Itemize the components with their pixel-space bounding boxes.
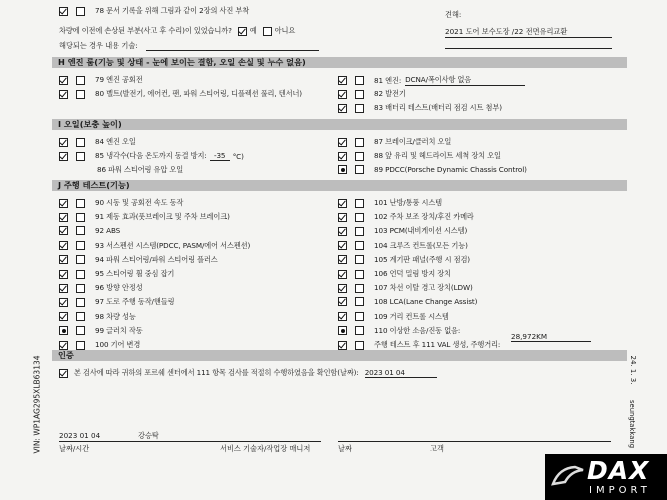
J_right-row [338,212,474,222]
item-83-row [338,103,502,113]
applicable-label: 해당되는 경우 내용 기술: [59,41,138,50]
J_left-label: 96 방향 안정성 [95,283,143,293]
checkbox-ok[interactable] [338,199,347,208]
auth-date: 2023 01 04 [365,368,437,378]
radio-ok-89[interactable] [338,165,347,174]
J_right-row [338,226,467,236]
checkbox-na[interactable] [355,199,364,208]
checkbox-na-89[interactable] [355,165,364,174]
J_left-row [59,297,174,307]
J_left-row [59,312,136,322]
checkbox-na-81[interactable] [355,76,364,85]
checkbox-na[interactable] [355,326,364,335]
checkbox-ok[interactable] [338,227,347,236]
checkbox-na-79[interactable] [76,76,85,85]
J_left-label: 94 파워 스티어링/파워 스티어링 플러스 [95,254,218,264]
radio-ok[interactable] [338,326,347,335]
checkbox-ok[interactable] [59,284,68,293]
section-j-header: J 주행 테스트(기능) [52,180,627,191]
checkbox-ok[interactable] [338,341,347,350]
vin-vertical: VIN: WP1AG295XLB63134 [32,355,42,454]
checkbox-ok[interactable] [338,312,347,321]
opinion-text: 2021 도어 보수도장 /22 전면유리교환 [445,27,612,38]
checkbox-na[interactable] [355,341,364,350]
J_left-label: 97 도로 주행 동작/핸들링 [95,297,175,307]
checkbox-na[interactable] [76,312,85,321]
checkbox-na[interactable] [355,255,364,264]
item-79-row [59,75,143,85]
item-84-row [59,137,136,147]
J_left-row [59,340,140,350]
logo-subtitle: IMPORT [589,485,651,496]
J_left-row [59,269,174,279]
checkbox-yes[interactable] [238,27,247,36]
item-85-unit: °C) [232,151,244,161]
checkbox-ok-79[interactable] [59,76,68,85]
damage-question: 차량에 이전에 손상된 부분(사고 후 수리)이 있었습니까? [59,26,232,35]
checkbox-ok[interactable] [338,297,347,306]
no-label: 아니요 [274,26,296,35]
checkbox-ok[interactable] [59,270,68,279]
J_right-row [338,297,477,306]
signature-line-left [59,441,321,442]
J_left-label: 93 서스펜션 시스템(PDCC, PASM/에어 서스펜션) [95,240,251,250]
item-88-row [338,151,501,161]
J_right-row [338,198,442,208]
checkbox-na[interactable] [355,284,364,293]
J_left-row [59,241,250,251]
yes-label: 예 [249,26,257,35]
item-86-label: 86 파워 스티어링 유압 오일 [97,165,184,174]
checkbox-ok[interactable] [338,241,347,250]
car-silhouette-icon [551,462,585,492]
checkbox-ok[interactable] [59,199,68,208]
item-85-label: 85 냉각수(다음 온도까지 동결 방지: [95,151,207,160]
checkbox-ok[interactable] [59,312,68,321]
J_right-row [338,255,470,265]
auth-header: 인증 [52,350,627,361]
J_right-row [338,241,468,251]
item-87-row [338,137,451,147]
checkbox-ok-82[interactable] [338,90,347,99]
item-80-label: 80 벨트(발전기, 에어컨, 팬, 파워 스티어링, 디플렉션 풀리, 텐서너) [95,89,302,98]
item-89-label: 89 PDCC(Porsche Dynamic Chassis Control) [374,165,527,174]
applicable-line [146,50,319,51]
checkbox-ok[interactable] [338,270,347,279]
item-85-value: -35 [210,151,230,161]
J_left-label: 92 ABS [95,226,121,236]
item-79-label: 79 엔진 공회전 [95,75,143,84]
item-84-label: 84 엔진 오일 [95,137,136,146]
checkbox-na[interactable] [355,270,364,279]
checkbox-na[interactable] [76,213,85,222]
caption-date-time: 날짜/시간 [59,444,90,453]
item-82-label: 82 발전기 [374,89,406,98]
J_left-row [59,226,120,235]
checkbox-na-88[interactable] [355,152,364,161]
item-81-row [338,75,525,86]
page-date-vertical: 24. 1. 3. [629,355,637,385]
caption-date: 날짜 [338,444,352,453]
J_left-label: 98 차량 성능 [95,311,136,321]
J_left-label: 95 스티어링 휠 중심 잡기 [95,269,175,278]
item-88-label: 88 앞 유리 및 헤드라이트 세척 장치 오일 [374,151,501,160]
J_right-label: 104 크루즈 컨트롤(모든 기능) [374,240,468,250]
logo-name: DAX [587,456,650,485]
checkbox-na[interactable] [355,241,364,250]
checkbox-ok-81[interactable] [338,76,347,85]
caption-advisor: 서비스 기술자/작업장 매니저 [220,444,311,453]
mileage-value: 28,972KM [511,332,591,342]
username-vertical: seungtakkang [628,399,636,449]
damage-question-row [59,26,295,36]
item-80-row [59,89,302,99]
checkbox-ok[interactable] [338,284,347,293]
checkbox-no[interactable] [263,27,272,36]
checkbox-ok-85[interactable] [59,152,68,161]
J_right-label: 105 계기판 패널(주행 시 점검) [374,254,470,264]
checkbox-na[interactable] [76,226,85,235]
J_left-label: 100 기어 변경 [95,340,141,349]
checkbox-na-85[interactable] [76,152,85,161]
J_right-row [338,326,460,336]
checkbox-na[interactable] [355,297,364,306]
checkbox-ok-78[interactable] [59,7,68,16]
J_right-label: 102 주차 보조 장치/후진 카메라 [374,212,474,222]
J_right-label: 108 LCA(Lane Change Assist) [374,297,478,307]
item-85-row [59,151,244,161]
radio-ok[interactable] [59,326,68,335]
item-78-row [59,6,249,16]
signature-line-right [338,441,611,442]
checkbox-na[interactable] [355,213,364,222]
checkbox-ok[interactable] [59,241,68,250]
checkbox-na[interactable] [76,270,85,279]
checkbox-ok[interactable] [59,255,68,264]
checkbox-na-83[interactable] [355,104,364,113]
auth-text: 본 검사에 따라 귀하의 포르쉐 센터에서 111 항목 검사를 적절히 수행하였음을 확인함(날짜): [74,368,359,377]
J_left-row [59,255,218,265]
checkbox-ok-83[interactable] [338,104,347,113]
checkbox-ok-88[interactable] [338,152,347,161]
checkbox-ok[interactable] [59,226,68,235]
checkbox-na-82[interactable] [355,90,364,99]
checkbox-ok[interactable] [338,213,347,222]
checkbox-na-78[interactable] [76,7,85,16]
checkbox-na-84[interactable] [76,138,85,147]
J_right-row [338,312,449,322]
J_right-row [338,269,451,279]
checkbox-na[interactable] [355,227,364,236]
checkbox-na[interactable] [76,284,85,293]
checkbox-na[interactable] [76,241,85,250]
item-87-label: 87 브레이크/클러치 오일 [374,137,452,146]
J_left-label: 91 제동 효과(풋브레이크 및 주차 브레이크) [95,212,230,222]
J_right-label: 106 언덕 밀림 방지 장치 [374,269,451,278]
signature-name: 강승탁 [138,431,159,440]
checkbox-na[interactable] [355,312,364,321]
J_left-label: 90 시동 및 공회전 속도 동작 [95,198,184,207]
checkbox-na[interactable] [76,341,85,350]
J_left-row [59,212,230,222]
J_right-label: 109 거리 컨트롤 시스템 [374,311,449,321]
J_left-row [59,283,143,293]
item-78-label: 78 문서 기록을 위해 그림과 같이 2장의 사진 부착 [95,6,250,15]
checkbox-na-87[interactable] [355,138,364,147]
checkbox-ok-84[interactable] [59,138,68,147]
signature-date: 2023 01 04 [59,431,101,440]
checkbox-ok-80[interactable] [59,90,68,99]
checkbox-na[interactable] [76,326,85,335]
checkbox-na[interactable] [76,298,85,307]
item-89-row [338,165,527,174]
checkbox-ok[interactable] [59,298,68,307]
section-h-header: H 엔진 룸(기능 및 상태 - 눈에 보이는 결함, 오일 손실 및 누수 없음) [52,57,627,68]
checkbox-ok[interactable] [338,255,347,264]
item-81-label: 81 엔진: [374,75,402,85]
J_right-label: 101 난방/통풍 시스템 [374,198,443,207]
J_left-label: 99 글러치 작동 [95,325,143,335]
checkbox-ok-87[interactable] [338,138,347,147]
item-82-row [338,89,406,99]
checkbox-na[interactable] [76,199,85,208]
checkbox-na-80[interactable] [76,90,85,99]
item-83-label: 83 배터리 테스트(배터리 점검 시트 첨부) [374,103,502,112]
J_left-row [59,326,143,336]
J_right-label: 107 차선 이탈 경고 장치(LDW) [374,283,473,293]
checkbox-na[interactable] [76,255,85,264]
checkbox-auth[interactable] [59,369,68,378]
checkbox-ok[interactable] [59,213,68,222]
J_right-row [338,340,500,350]
opinion-line-2 [445,48,612,49]
checkbox-ok[interactable] [59,341,68,350]
item-81-value: DCNA/폭이사항 없음 [405,75,525,86]
dax-import-logo [545,454,667,500]
J_right-row [338,283,473,293]
auth-row [59,368,437,378]
section-i-header: I 오일(보충 높이) [52,119,627,130]
J_left-row [59,198,183,208]
J_right-label: 110 이상한 소음/진동 없음: [374,325,461,335]
J_right-label: 103 PCM(내비게이션 시스템) [374,226,468,236]
caption-customer: 고객 [430,444,444,453]
opinion-label: 견해: [445,10,462,19]
J_right-label: 주행 테스트 후 111 VAL 생성, 주행거리: [374,340,501,349]
item-86-row [59,165,183,175]
